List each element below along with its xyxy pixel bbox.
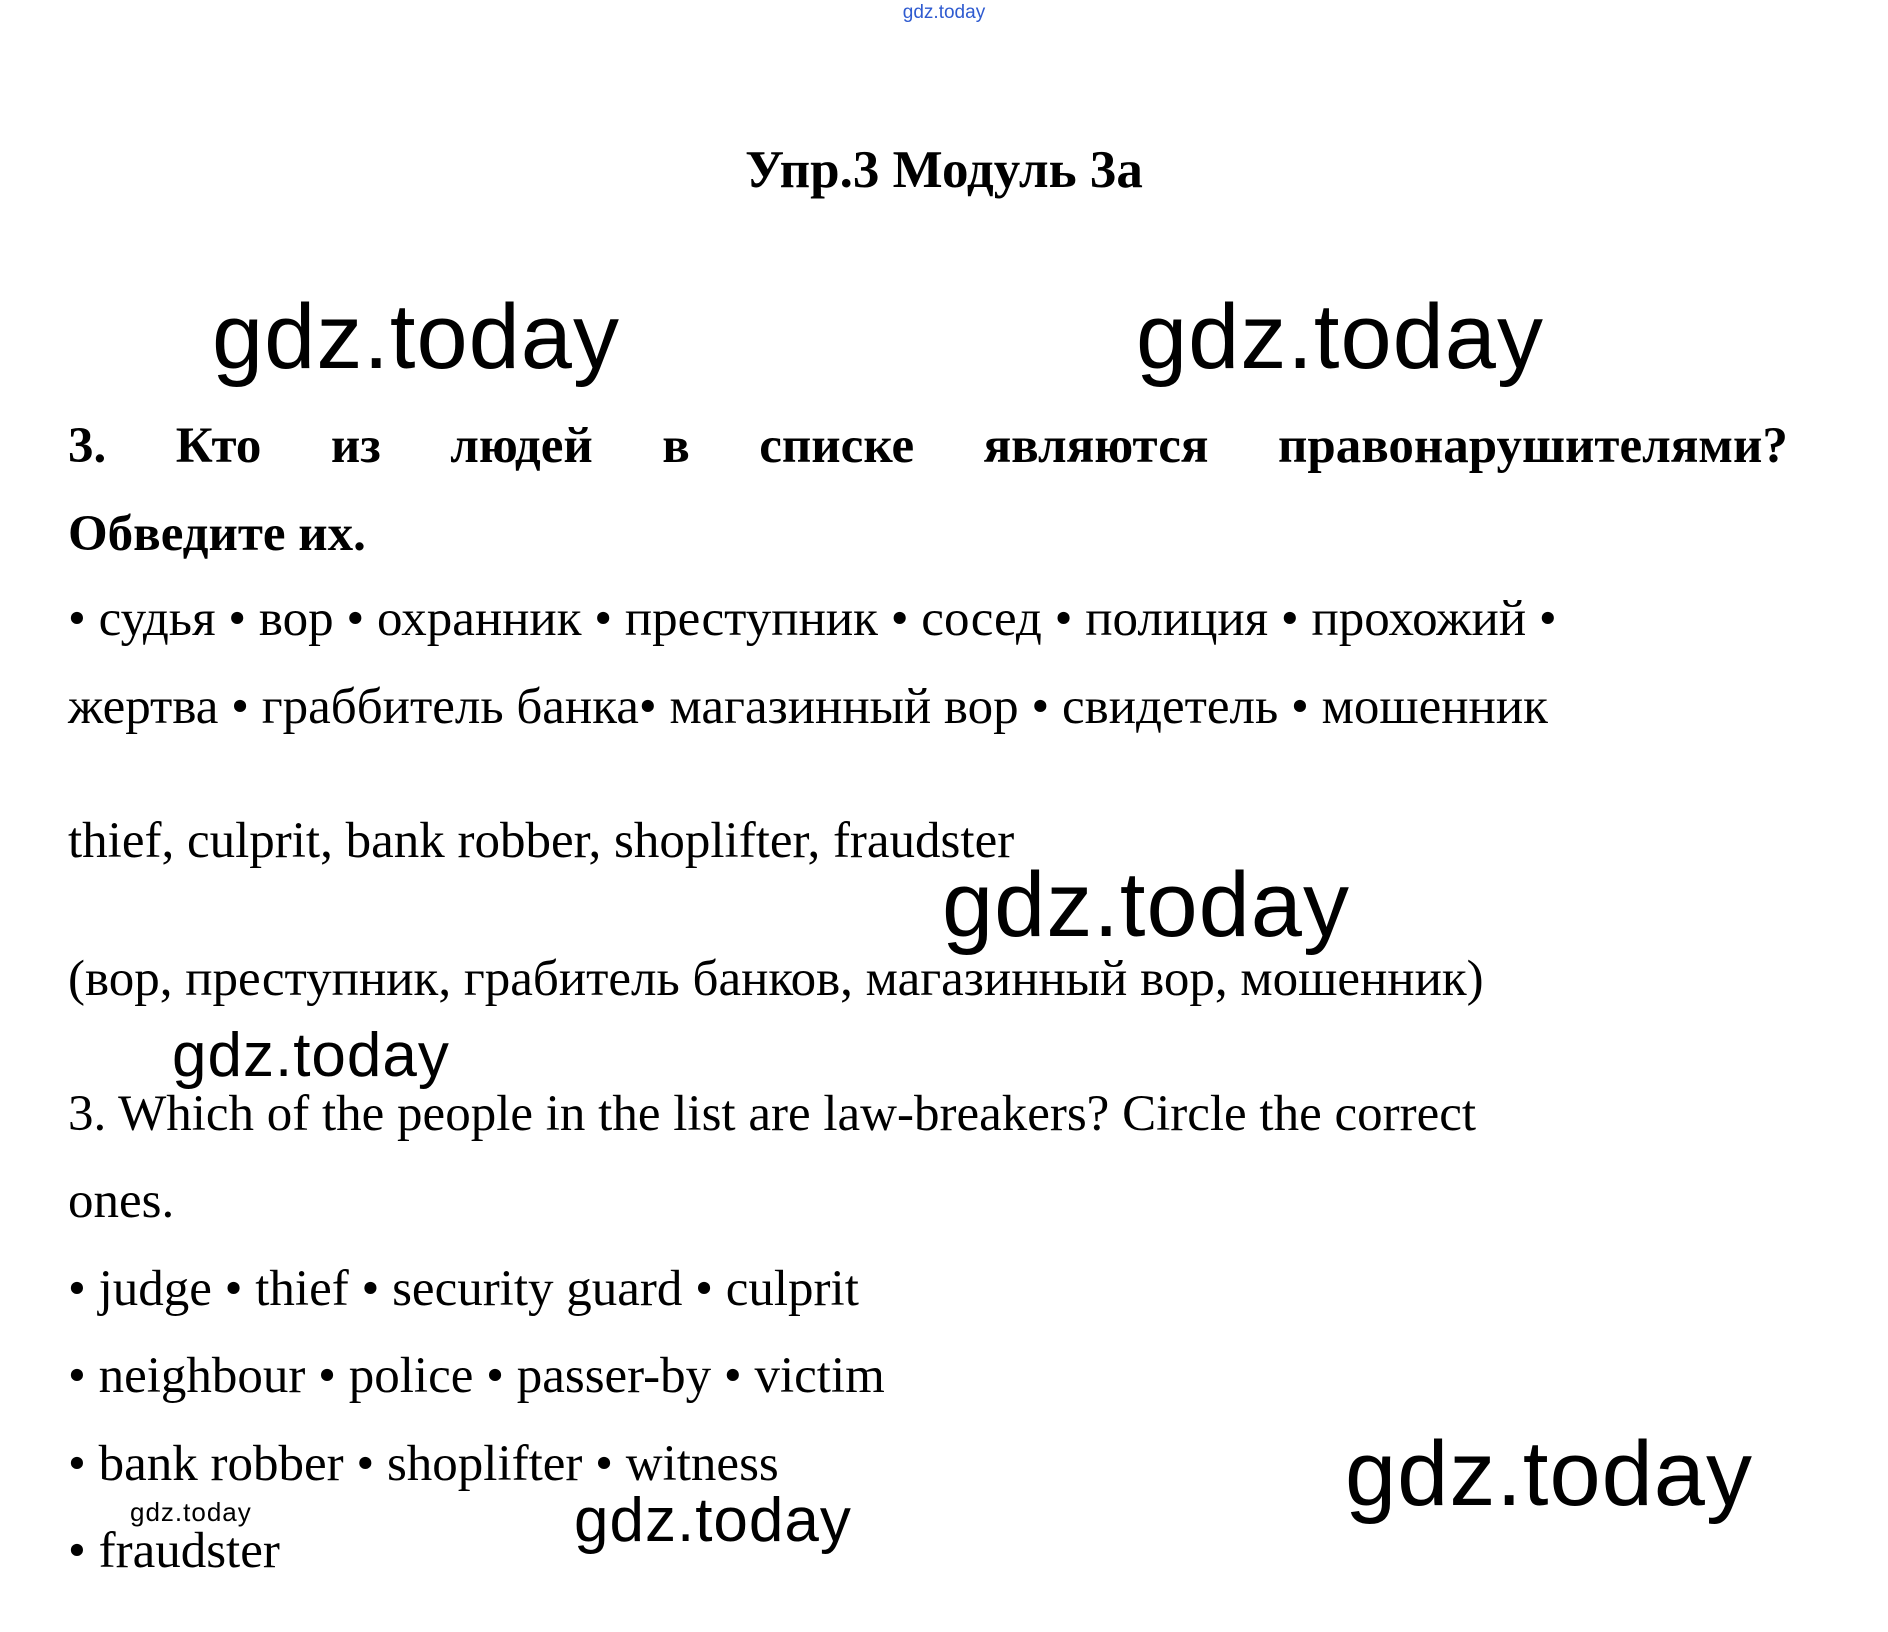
list-ru-line: жертва • граббитель банка• магазинный вор • свидетель • мошенник [68, 679, 1548, 735]
task-word: из [330, 418, 381, 474]
answer-english: thief, culprit, bank robber, shoplifter, fraudster [68, 813, 1015, 869]
watermark: gdz.today [172, 1021, 450, 1090]
watermark: gdz.today [212, 286, 620, 388]
task-heading-ru-line2: Обведите их. [68, 506, 366, 562]
watermark: gdz.today [1345, 1423, 1753, 1525]
task-word: являются [983, 418, 1209, 474]
task-word: людей [450, 418, 593, 474]
task-heading-ru-line1 [68, 417, 1788, 505]
top-watermark: gdz.today [902, 2, 986, 23]
watermark: gdz.today [130, 1497, 252, 1527]
list-en-line: • judge • thief • security guard • culprit [68, 1261, 859, 1317]
task-english-line: ones. [68, 1173, 175, 1229]
task-word: 3. [68, 418, 107, 474]
watermark: gdz.today [1136, 286, 1544, 388]
list-en-line: • bank robber • shoplifter • witness [68, 1436, 779, 1492]
page-title: Упр.3 Модуль 3а [745, 141, 1143, 199]
task-word: в [662, 418, 690, 474]
watermark: gdz.today [574, 1486, 852, 1555]
task-english-line: 3. Which of the people in the list are law-breakers? Circle the correct [68, 1086, 1477, 1142]
task-word: правонарушителями? [1277, 418, 1788, 474]
task-word: Кто [175, 418, 262, 474]
task-heading-ru [68, 417, 1788, 565]
answer-russian: (вор, преступник, грабитель банков, магазинный вор, мошенник) [68, 951, 1484, 1007]
task-word: списке [759, 418, 915, 474]
list-ru-line: • судья • вор • охранник • преступник • сосед • полиция • прохожий • [68, 591, 1557, 647]
list-en-line: • fraudster [68, 1523, 280, 1579]
list-en-line: • neighbour • police • passer-by • victim [68, 1348, 885, 1404]
watermark: gdz.today [942, 854, 1350, 956]
